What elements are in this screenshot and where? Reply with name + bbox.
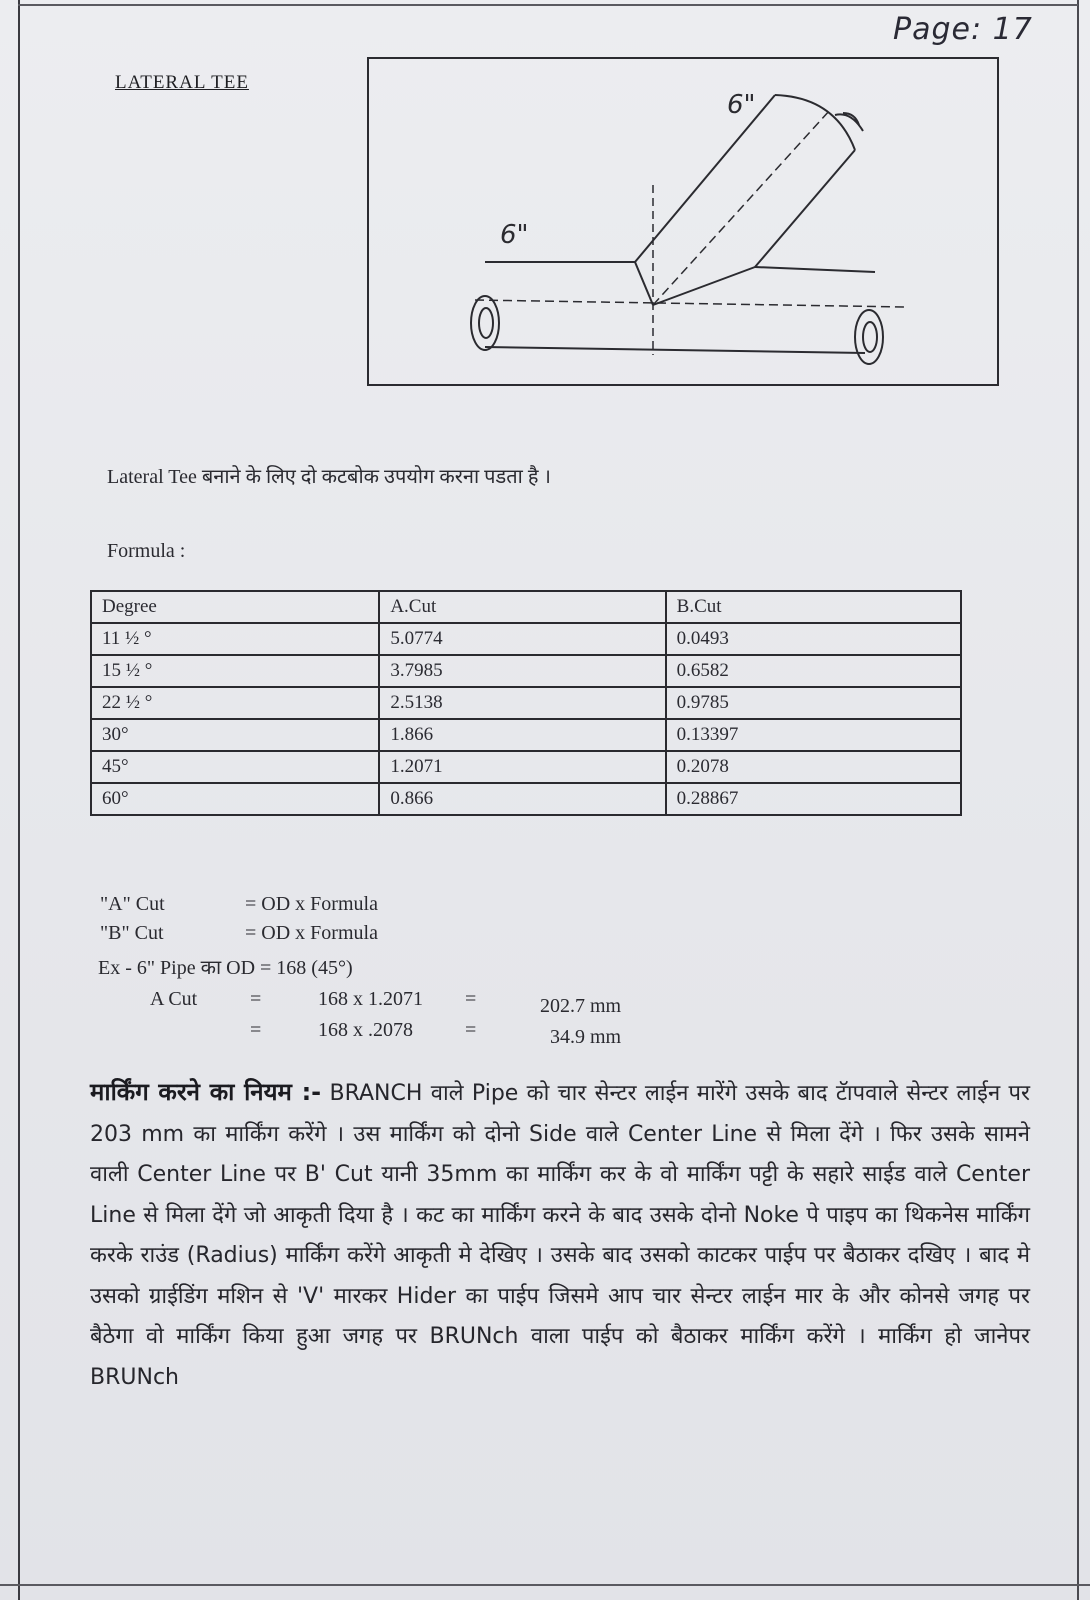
page-edge-right [1077, 0, 1079, 1600]
b-cut-result: 34.9 mm [550, 1026, 622, 1048]
cell-a-cut: 1.866 [379, 719, 665, 751]
table-header-row [91, 591, 961, 623]
cell-a-cut: 5.0774 [379, 623, 665, 655]
header-b-cut: B.Cut [666, 591, 961, 623]
page-edge-bottom [0, 1584, 1090, 1586]
cell-b-cut: 0.0493 [666, 623, 961, 655]
example-line: Ex - 6" Pipe का OD = 168 (45°) [98, 957, 353, 979]
marking-rules-paragraph [90, 1072, 1030, 1398]
table-row [91, 687, 961, 719]
marking-rules-heading: मार्किंग करने का नियम :- [90, 1078, 322, 1106]
cell-a-cut: 0.866 [379, 783, 665, 815]
b-cut-result-equals: = [465, 1019, 477, 1041]
cell-b-cut: 0.2078 [666, 751, 961, 783]
table-row [91, 623, 961, 655]
b-cut-formula: = OD x Formula [245, 922, 378, 944]
cell-b-cut: 0.9785 [666, 687, 961, 719]
page-number: Page: 17 [893, 12, 1033, 47]
branch-pipe [635, 95, 863, 355]
cell-degree: 22 ½ ° [91, 687, 379, 719]
a-cut-equals: = [250, 988, 262, 1010]
b-cut-label: "B" Cut [100, 922, 164, 944]
cell-degree: 15 ½ ° [91, 655, 379, 687]
a-cut-result-equals: = [465, 988, 477, 1010]
table-row [91, 751, 961, 783]
marking-rules-body: BRANCH वाले Pipe को चार सेन्टर लाईन मारेंगे उसके बाद टॅापवाले सेन्टर लाईन पर 203 mm का मार्किंग करेंगे । उस मार्किंग को दोनो Side वाले Center Line से मिला देंगे । फिर उसके सामने वाली Center Line पर B' Cut यानी 35mm का मार्किंग कर के वो मार्किंग पट्टी के सहारे साईड वाले Center Line से मिला देंगे जो आकृती दिया है । कट का मार्किंग करने के बाद उसके दोनो Noke पे पाइप का थिकनेस मार्किंग करके राउंड (Radius) मार्किंग करेंगे आकृती मे देखिए । उसके बाद उसको काटकर पाईप पर बैठाकर दखिए । बाद मे उसको ग्राईडिंग मशिन से 'V' मारकर Hider का पाईप जिसमे आप चार सेन्टर लाईन मार के और कोनसे जगह पर बैठेगा वो मार्किंग किया हुआ जगह पर BRUNch वाला पाईप को बैठाकर मार्किंग करेंगे । मार्किंग हो जानेपर BRUNch [90, 1081, 1030, 1390]
header-pipe [471, 262, 905, 364]
page-edge-left [18, 0, 20, 1600]
figure-frame [368, 58, 998, 385]
lateral-tee-figure [365, 55, 1005, 400]
table-row [91, 655, 961, 687]
b-cut-expression: 168 x .2078 [318, 1019, 413, 1041]
intro-text: Lateral Tee बनाने के लिए दो कटबोक उपयोग करना पडता है । [107, 466, 552, 488]
b-cut-equals: = [250, 1019, 262, 1041]
table-row [91, 719, 961, 751]
header-a-cut: A.Cut [379, 591, 665, 623]
cell-b-cut: 0.28867 [666, 783, 961, 815]
page-edge-top [18, 4, 1078, 6]
a-cut-expression: 168 x 1.2071 [318, 988, 423, 1010]
cell-a-cut: 2.5138 [379, 687, 665, 719]
formula-table [90, 590, 962, 816]
a-cut-label: "A" Cut [100, 893, 165, 915]
a-cut-calc-label: A Cut [150, 988, 198, 1010]
a-cut-formula: = OD x Formula [245, 893, 378, 915]
header-degree: Degree [91, 591, 379, 623]
cell-b-cut: 0.13397 [666, 719, 961, 751]
a-cut-result: 202.7 mm [540, 995, 622, 1017]
cell-degree: 60° [91, 783, 379, 815]
branch-size-label: 6" [727, 90, 756, 120]
cell-degree: 30° [91, 719, 379, 751]
formula-label: Formula : [107, 540, 186, 562]
table-row [91, 783, 961, 815]
header-size-label: 6" [500, 220, 529, 250]
cell-a-cut: 3.7985 [379, 655, 665, 687]
cell-degree: 45° [91, 751, 379, 783]
cell-a-cut: 1.2071 [379, 751, 665, 783]
page-title: LATERAL TEE [115, 72, 249, 93]
cell-degree: 11 ½ ° [91, 623, 379, 655]
cell-b-cut: 0.6582 [666, 655, 961, 687]
